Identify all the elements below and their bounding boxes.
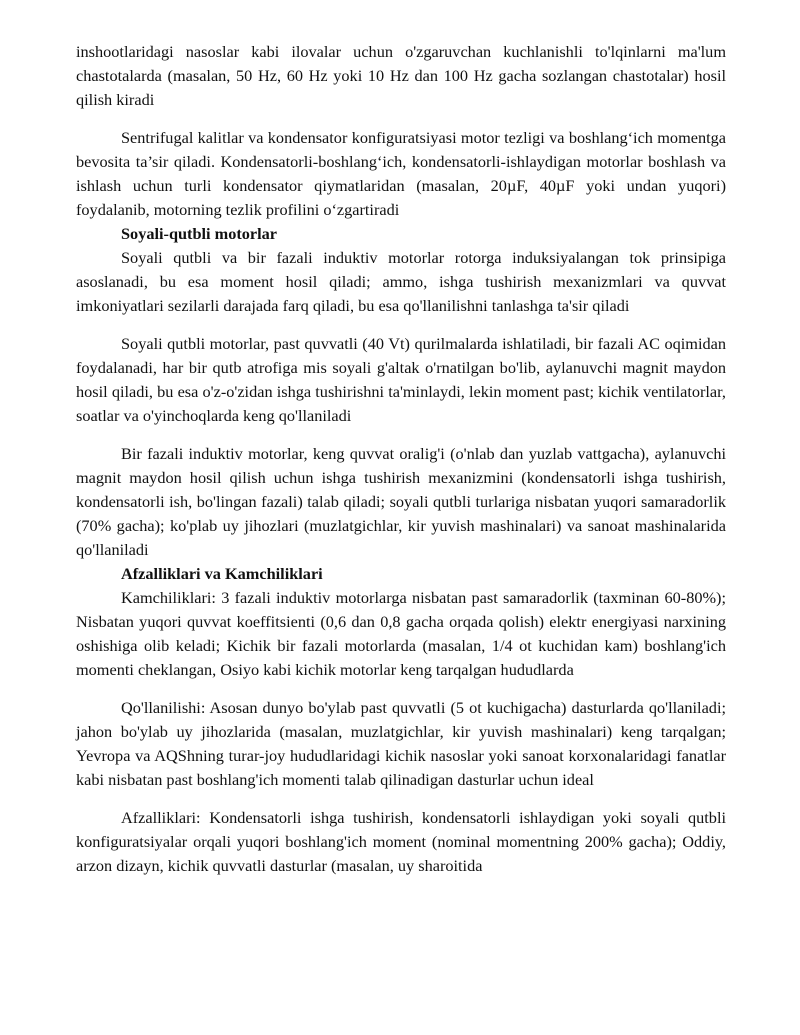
- paragraph-advantages: Afzalliklari: Kondensatorli ishga tushirish, kondensatorli ishlaydigan yoki soyali qutbli konfiguratsiyalar orqali yuqori boshlang'ich moment (nominal momentning 200% gacha); Oddiy, arzon dizayn, kichik quvvatli dasturlar (masalan, uy sharoitida: [76, 808, 726, 875]
- section-heading-pros-cons: Afzalliklari va Kamchiliklari: [121, 564, 323, 583]
- section-heading-shaded-pole: Soyali-qutbli motorlar: [121, 224, 278, 243]
- document-page: [76, 40, 726, 878]
- paragraph-shaded-pole-principle: Soyali qutbli va bir fazali induktiv motorlar rotorga induksiyalangan tok prinsipiga asoslanadi, bu esa moment hosil qiladi; ammo, ishga tushirish mexanizmlari va quvvat imkoniyatlari sezilarli darajada farq qiladi, bu esa qo'llanilishni tanlashga ta'sir qiladi: [76, 248, 726, 315]
- paragraph-applications: Qo'llanilishi: Asosan dunyo bo'ylab past quvvatli (5 ot kuchigacha) dasturlarda qo'llaniladi; jahon bo'ylab uy jihozlarida (masalan, muzlatgichlar, kir yuvish mashinalari) keng tarqalgan; Yevropa va AQShning turar-joy hududlaridagi kichik nasoslar yoki sanoat korxonalaridagi fanatlar kabi nisbatan past boshlang'ich momenti talab qilinadigan dasturlar uchun ideal: [76, 698, 726, 789]
- paragraph-intro-continuation: inshootlaridagi nasoslar kabi ilovalar uchun o'zgaruvchan kuchlanishli to'lqinlarni ma'lum chastotalarda (masalan, 50 Hz, 60 Hz yoki 10 Hz dan 100 Hz gacha sozlangan chastotalar) hosil qilish kiradi: [76, 42, 726, 109]
- paragraph-centrifugal-switches: Sentrifugal kalitlar va kondensator konfiguratsiyasi motor tezligi va boshlang‘ich momentga bevosita ta’sir qiladi. Kondensatorli-boshlang‘ich, kondensatorli-ishlaydigan motorlar boshlash va ishlash uchun turli kondensator qiymatlaridan (masalan, 20µF, 40µF yoki undan yuqori) foydalanib, motorning tezlik profilini o‘zgartiradi: [76, 128, 726, 219]
- paragraph-single-phase-induction: Bir fazali induktiv motorlar, keng quvvat oralig'i (o'nlab dan yuzlab vattgacha), aylanuvchi magnit maydon hosil qilish uchun ishga tushirish mexanizmini (kondensatorli ishga tushirish, kondensatorli ish, bo'lingan fazali) talab qiladi; soyali qutbli turlariga nisbatan yuqori samaradorlik (70% gacha); ko'plab uy jihozlari (muzlatgichlar, kir yuvish mashinalari) va sanoat mashinalarida qo'llaniladi: [76, 444, 726, 559]
- paragraph-disadvantages: Kamchiliklari: 3 fazali induktiv motorlarga nisbatan past samaradorlik (taxminan 60-80%); Nisbatan yuqori quvvat koeffitsienti (0,6 dan 0,8 gacha orqada qolish) elektr energiyasi narxining oshishiga olib keladi; Kichik bir fazali motorlarda (masalan, 1/4 ot kuchidan kam) boshlang'ich momenti cheklangan, Osiyo kabi kichik motorlar keng tarqalgan hududlarda: [76, 588, 726, 679]
- paragraph-shaded-pole-usage: Soyali qutbli motorlar, past quvvatli (40 Vt) qurilmalarda ishlatiladi, bir fazali AC oqimidan foydalanadi, har bir qutb atrofiga mis soyali g'altak o'rnatilgan bo'lib, aylanuvchi magnit maydon hosil qiladi, bu esa o'z-o'zidan ishga tushirishni ta'minlaydi, lekin moment past; kichik ventilatorlar, soatlar va o'yinchoqlarda keng qo'llaniladi: [76, 334, 726, 425]
